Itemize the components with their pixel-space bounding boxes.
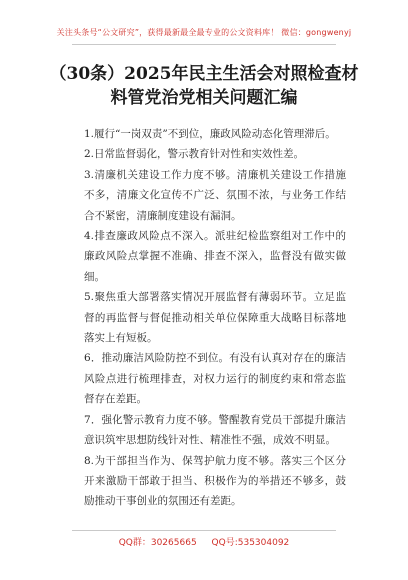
- footer-divider: [72, 530, 336, 531]
- footer-contact: [0, 535, 408, 548]
- paragraph-8: 8.为干部担当作为、保驾护航力度不够。落实三个区分开来激励干部敢于担当、积极作为的举措还不够多，鼓励推动干事创业的氛围还有差距。: [84, 454, 346, 508]
- paragraph-1: 1.履行“一岗双责”不到位，廉政风险动态化管理滞后。: [84, 128, 336, 140]
- document-title: [0, 62, 408, 110]
- title-line-1: （30条）2025年民主生活会对照检查材: [49, 64, 359, 84]
- footer-qq-number: QQ号:535304092: [211, 538, 290, 548]
- header-divider: [72, 44, 336, 45]
- footer-qq-group: QQ群：30265665: [118, 538, 197, 548]
- paragraph-5: 5.聚焦重大部署落实情况开展监督有薄弱环节。立足监督的再监督与督促推动相关单位保障重大战略目标落地落实上有短板。: [84, 291, 346, 345]
- title-line-2: 料管党治党相关问题汇编: [110, 88, 298, 108]
- paragraph-6: 6．推动廉洁风险防控不到位。有没有认真对存在的廉洁风险点进行梳理排查，对权力运行的制度约束和常态监督存在差距。: [84, 352, 346, 406]
- header-promo-note: 关注头条号“公文研究”，获得最新最全最专业的公文资料库！ 微信：gongwenyj: [56, 28, 352, 37]
- paragraph-4: 4.排查廉政风险点不深入。派驻纪检监察组对工作中的廉政风险点掌握不准确、排查不深入，监督没有做实做细。: [84, 230, 346, 283]
- paragraph-7: 7．强化警示教育力度不够。警醒教育党员干部提升廉洁意识筑牢思想防线针对性、精准性不强，成效不明显。: [84, 413, 346, 447]
- paragraph-2: 2.日常监督弱化，警示教育针对性和实效性差。: [84, 148, 305, 161]
- document-body: [84, 124, 346, 512]
- paragraph-3: 3.清廉机关建设工作力度不够。清廉机关建设工作措施不多，清廉文化宣传不广泛、氛围不浓，与业务工作结合不紧密，清廉制度建设有漏洞。: [84, 168, 346, 222]
